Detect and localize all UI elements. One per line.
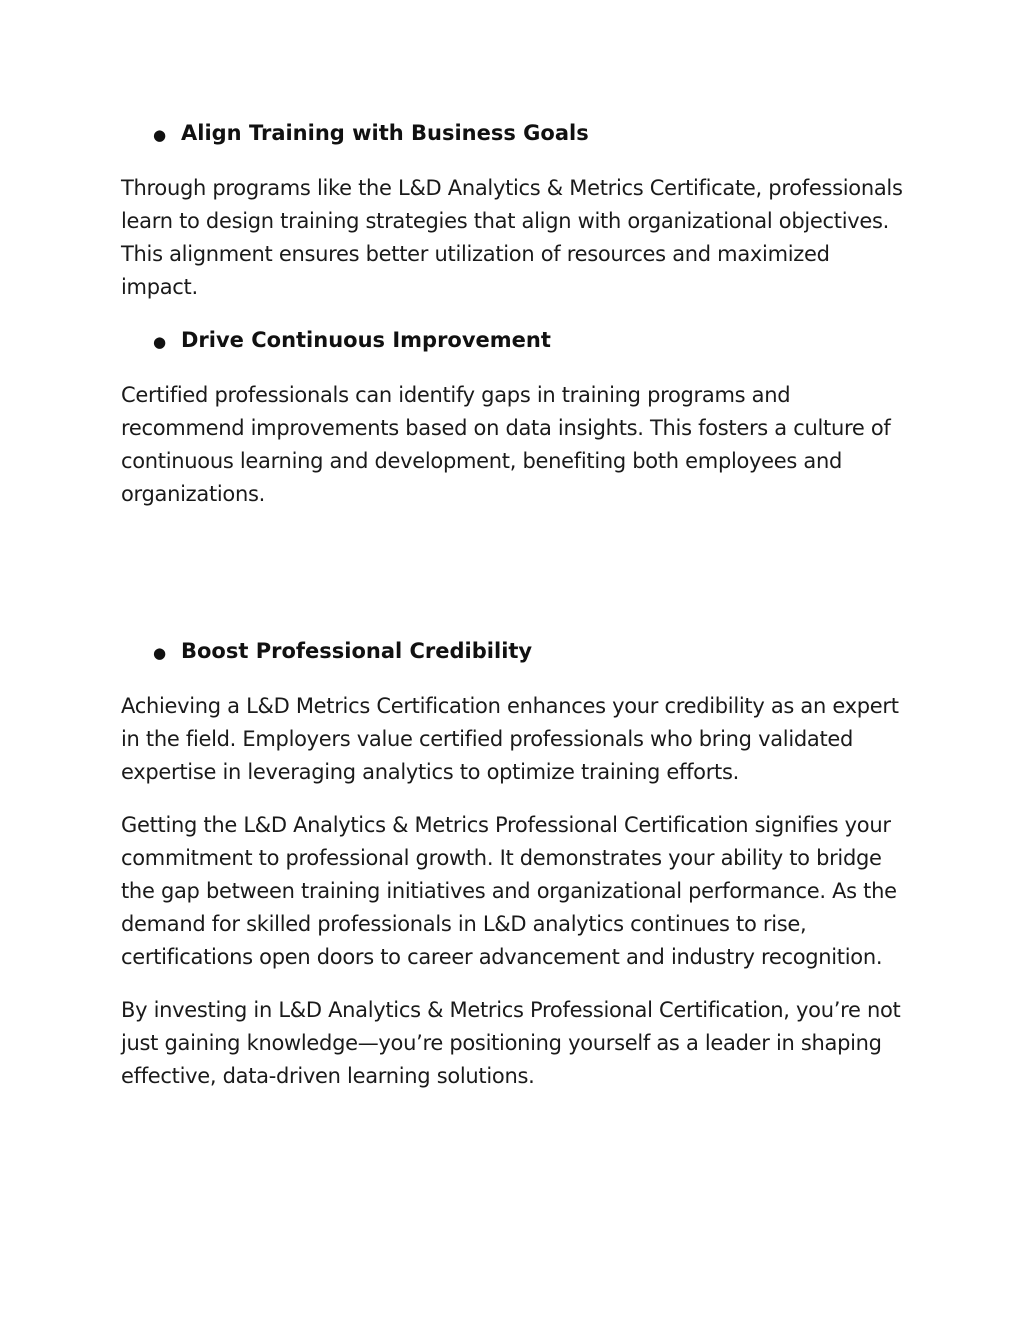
closing-paragraph-investing: By investing in L&D Analytics & Metrics Professional Certification, you’re not just gaining knowledge—you’re positioning yourself as a leader in shaping effective, data-driven learning solutions. [121,998,901,1088]
bullet-icon: ● [153,333,167,351]
section-heading-professional-credibility [121,635,911,670]
bullet-icon: ● [153,126,167,144]
section-paragraph-continuous-improvement: Certified professionals can identify gaps in training programs and recommend improvements based on data insights. This fosters a culture of continuous learning and development, benefiting both employees and organizations. [121,383,891,506]
section-heading-continuous-improvement [121,324,911,359]
section-paragraph-align-training: Through programs like the L&D Analytics & Metrics Certificate, professionals learn to design training strategies that align with organizational objectives. This alignment ensures better utilization of resources and maximized impact. [121,176,903,299]
document-page [121,117,911,1093]
closing-paragraph-certification-growth: Getting the L&D Analytics & Metrics Professional Certification signifies your commitment to professional growth. It demonstrates your ability to bridge the gap between training initiatives and organizational performance. As the demand for skilled professionals in L&D analytics continues to rise, certifications open doors to career advancement and industry recognition. [121,813,897,969]
section-heading-text: Boost Professional Credibility [181,639,533,663]
section-paragraph-professional-credibility: Achieving a L&D Metrics Certification enhances your credibility as an expert in the field. Employers value certified professionals who bring validated expertise in leveraging analytics to optimize training efforts. [121,694,899,784]
section-heading-align-training [121,117,911,152]
section-heading-text: Align Training with Business Goals [181,121,589,145]
bullet-icon: ● [153,644,167,662]
section-heading-text: Drive Continuous Improvement [181,328,551,352]
